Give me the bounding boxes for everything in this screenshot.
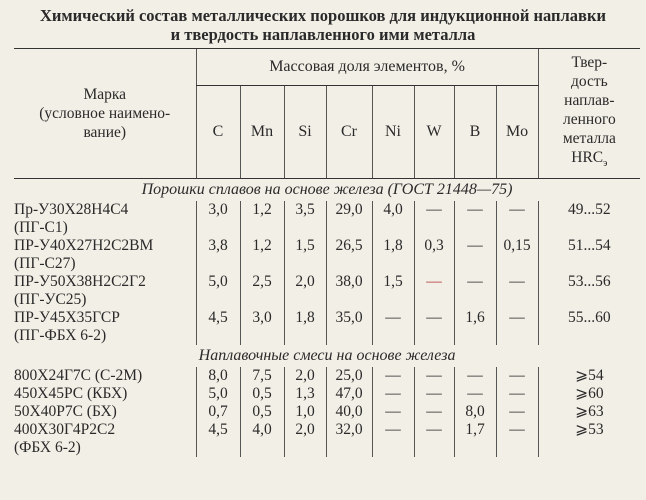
- cell-hardness: ⩾63: [538, 403, 640, 421]
- cell-c: 8,0: [196, 367, 240, 385]
- cell-mo: 0,15: [496, 237, 538, 255]
- cell-c: 0,7: [196, 403, 240, 421]
- header-marka-line: (условное наимено-: [39, 105, 171, 122]
- row-name: 400Х30Г4Р2С2: [14, 421, 116, 438]
- cell-cr: 47,0: [326, 385, 372, 403]
- row-name: ПР-У45Х35ГСР: [14, 309, 120, 326]
- header-element-w: W: [414, 86, 454, 179]
- row-name: ПР-У40Х27Н2С2ВМ: [14, 237, 154, 254]
- table-title: [0, 6, 646, 44]
- cell-b: —: [454, 237, 496, 255]
- cell-mo: —: [496, 385, 538, 403]
- cell-si: 1,5: [284, 237, 326, 255]
- cell-w: 0,3: [414, 237, 454, 255]
- row-name: 450Х45РС (КБХ): [14, 385, 128, 402]
- cell-ni: —: [372, 309, 414, 327]
- cell-hardness: 51...54: [538, 237, 640, 255]
- cell-mo: —: [496, 421, 538, 439]
- cell-ni: —: [372, 385, 414, 403]
- header-hardness-line: дость: [570, 73, 608, 91]
- cell-ni: —: [372, 367, 414, 385]
- cell-mo: —: [496, 367, 538, 385]
- cell-mn: 0,5: [240, 403, 284, 421]
- header-element-b: B: [454, 86, 496, 179]
- header-hardness-unit-line: [539, 148, 641, 173]
- cell-w: —: [414, 273, 454, 291]
- cell-hardness: ⩾60: [538, 385, 640, 403]
- cell-c: 5,0: [196, 273, 240, 291]
- cell-si: 1,0: [284, 403, 326, 421]
- cell-b: 1,7: [454, 421, 496, 439]
- cell-ni: 1,5: [372, 273, 414, 291]
- cell-si: 2,0: [284, 421, 326, 439]
- cell-mo: —: [496, 273, 538, 291]
- cell-mn: 4,0: [240, 421, 284, 439]
- row-name-cont: (ПГ-С27): [14, 255, 76, 272]
- cell-hardness: ⩾53: [538, 421, 640, 439]
- section-title-iron-alloys: Порошки сплавов на основе железа (ГОСТ 21448—75): [141, 181, 513, 198]
- header-mass-fraction: Массовая доля элементов, %: [196, 49, 538, 86]
- header-marka: [14, 49, 196, 179]
- row-name: 50Х40Р7С (БХ): [14, 403, 117, 420]
- cell-ni: 1,8: [372, 237, 414, 255]
- cell-mn: 1,2: [240, 237, 284, 255]
- cell-mo: —: [496, 309, 538, 327]
- row-name-cont: (ФБХ 6-2): [14, 439, 81, 456]
- cell-hardness: ⩾54: [538, 367, 640, 385]
- cell-c: 5,0: [196, 385, 240, 403]
- cell-si: 3,5: [284, 201, 326, 219]
- cell-w: —: [414, 421, 454, 439]
- cell-w: —: [414, 385, 454, 403]
- header-element-mn: Mn: [240, 86, 284, 179]
- header-hardness-line: металла: [562, 130, 616, 148]
- cell-cr: 26,5: [326, 237, 372, 255]
- cell-b: —: [454, 201, 496, 219]
- cell-si: 1,3: [284, 385, 326, 403]
- cell-mn: 2,5: [240, 273, 284, 291]
- cell-w: —: [414, 201, 454, 219]
- cell-b: 8,0: [454, 403, 496, 421]
- cell-mn: 3,0: [240, 309, 284, 327]
- cell-cr: 32,0: [326, 421, 372, 439]
- cell-mo: —: [496, 403, 538, 421]
- cell-si: 2,0: [284, 367, 326, 385]
- row-name-cont: (ПГ-ФБХ 6-2): [14, 327, 107, 344]
- cell-cr: 25,0: [326, 367, 372, 385]
- header-element-cr: Cr: [326, 86, 372, 179]
- header-element-si: Si: [284, 86, 326, 179]
- header-hardness: [538, 49, 640, 179]
- cell-mo: —: [496, 201, 538, 219]
- cell-hardness: 53...56: [538, 273, 640, 291]
- cell-si: 2,0: [284, 273, 326, 291]
- cell-w: —: [414, 403, 454, 421]
- cell-hardness: 49...52: [538, 201, 640, 219]
- header-hardness-line: Твер-: [571, 54, 608, 72]
- cell-cr: 40,0: [326, 403, 372, 421]
- cell-c: 3,0: [196, 201, 240, 219]
- cell-cr: 35,0: [326, 309, 372, 327]
- cell-w: —: [414, 309, 454, 327]
- row-name: Пр-У30Х28Н4С4: [14, 201, 129, 218]
- cell-w: —: [414, 367, 454, 385]
- cell-hardness: 55...60: [538, 309, 640, 327]
- cell-b: 1,6: [454, 309, 496, 327]
- header-marka-line: вание): [83, 124, 127, 141]
- header-element-mo: Mo: [496, 86, 538, 179]
- row-name-cont: (ПГ-УС25): [14, 291, 87, 308]
- cell-c: 4,5: [196, 421, 240, 439]
- cell-cr: 38,0: [326, 273, 372, 291]
- cell-mn: 7,5: [240, 367, 284, 385]
- chemical-composition-table: [14, 48, 640, 457]
- section-title-mixtures: Наплавочные смеси на основе железа: [198, 347, 456, 364]
- header-hardness-line: наплав-: [564, 92, 615, 110]
- cell-ni: —: [372, 421, 414, 439]
- cell-c: 4,5: [196, 309, 240, 327]
- header-marka-line: Марка: [83, 86, 127, 103]
- cell-b: —: [454, 367, 496, 385]
- header-hardness-sub: э: [603, 158, 608, 170]
- cell-ni: —: [372, 403, 414, 421]
- header-hardness-unit: HRC: [571, 149, 604, 167]
- header-element-ni: Ni: [372, 86, 414, 179]
- table-title-line-1: Химический состав металлических порошков для индукционной наплавки: [40, 6, 606, 25]
- cell-b: —: [454, 385, 496, 403]
- cell-cr: 29,0: [326, 201, 372, 219]
- cell-mn: 1,2: [240, 201, 284, 219]
- cell-ni: 4,0: [372, 201, 414, 219]
- table-title-line-2: и твердость наплавленного ими металла: [170, 25, 476, 44]
- header-element-c: C: [196, 86, 240, 179]
- row-name: 800Х24Г7С (С-2М): [14, 367, 143, 384]
- header-hardness-line: ленного: [563, 111, 616, 129]
- cell-c: 3,8: [196, 237, 240, 255]
- row-name: ПР-У50Х38Н2С2Г2: [14, 273, 146, 290]
- cell-mn: 0,5: [240, 385, 284, 403]
- cell-si: 1,8: [284, 309, 326, 327]
- row-name-cont: (ПГ-С1): [14, 219, 68, 236]
- cell-b: —: [454, 273, 496, 291]
